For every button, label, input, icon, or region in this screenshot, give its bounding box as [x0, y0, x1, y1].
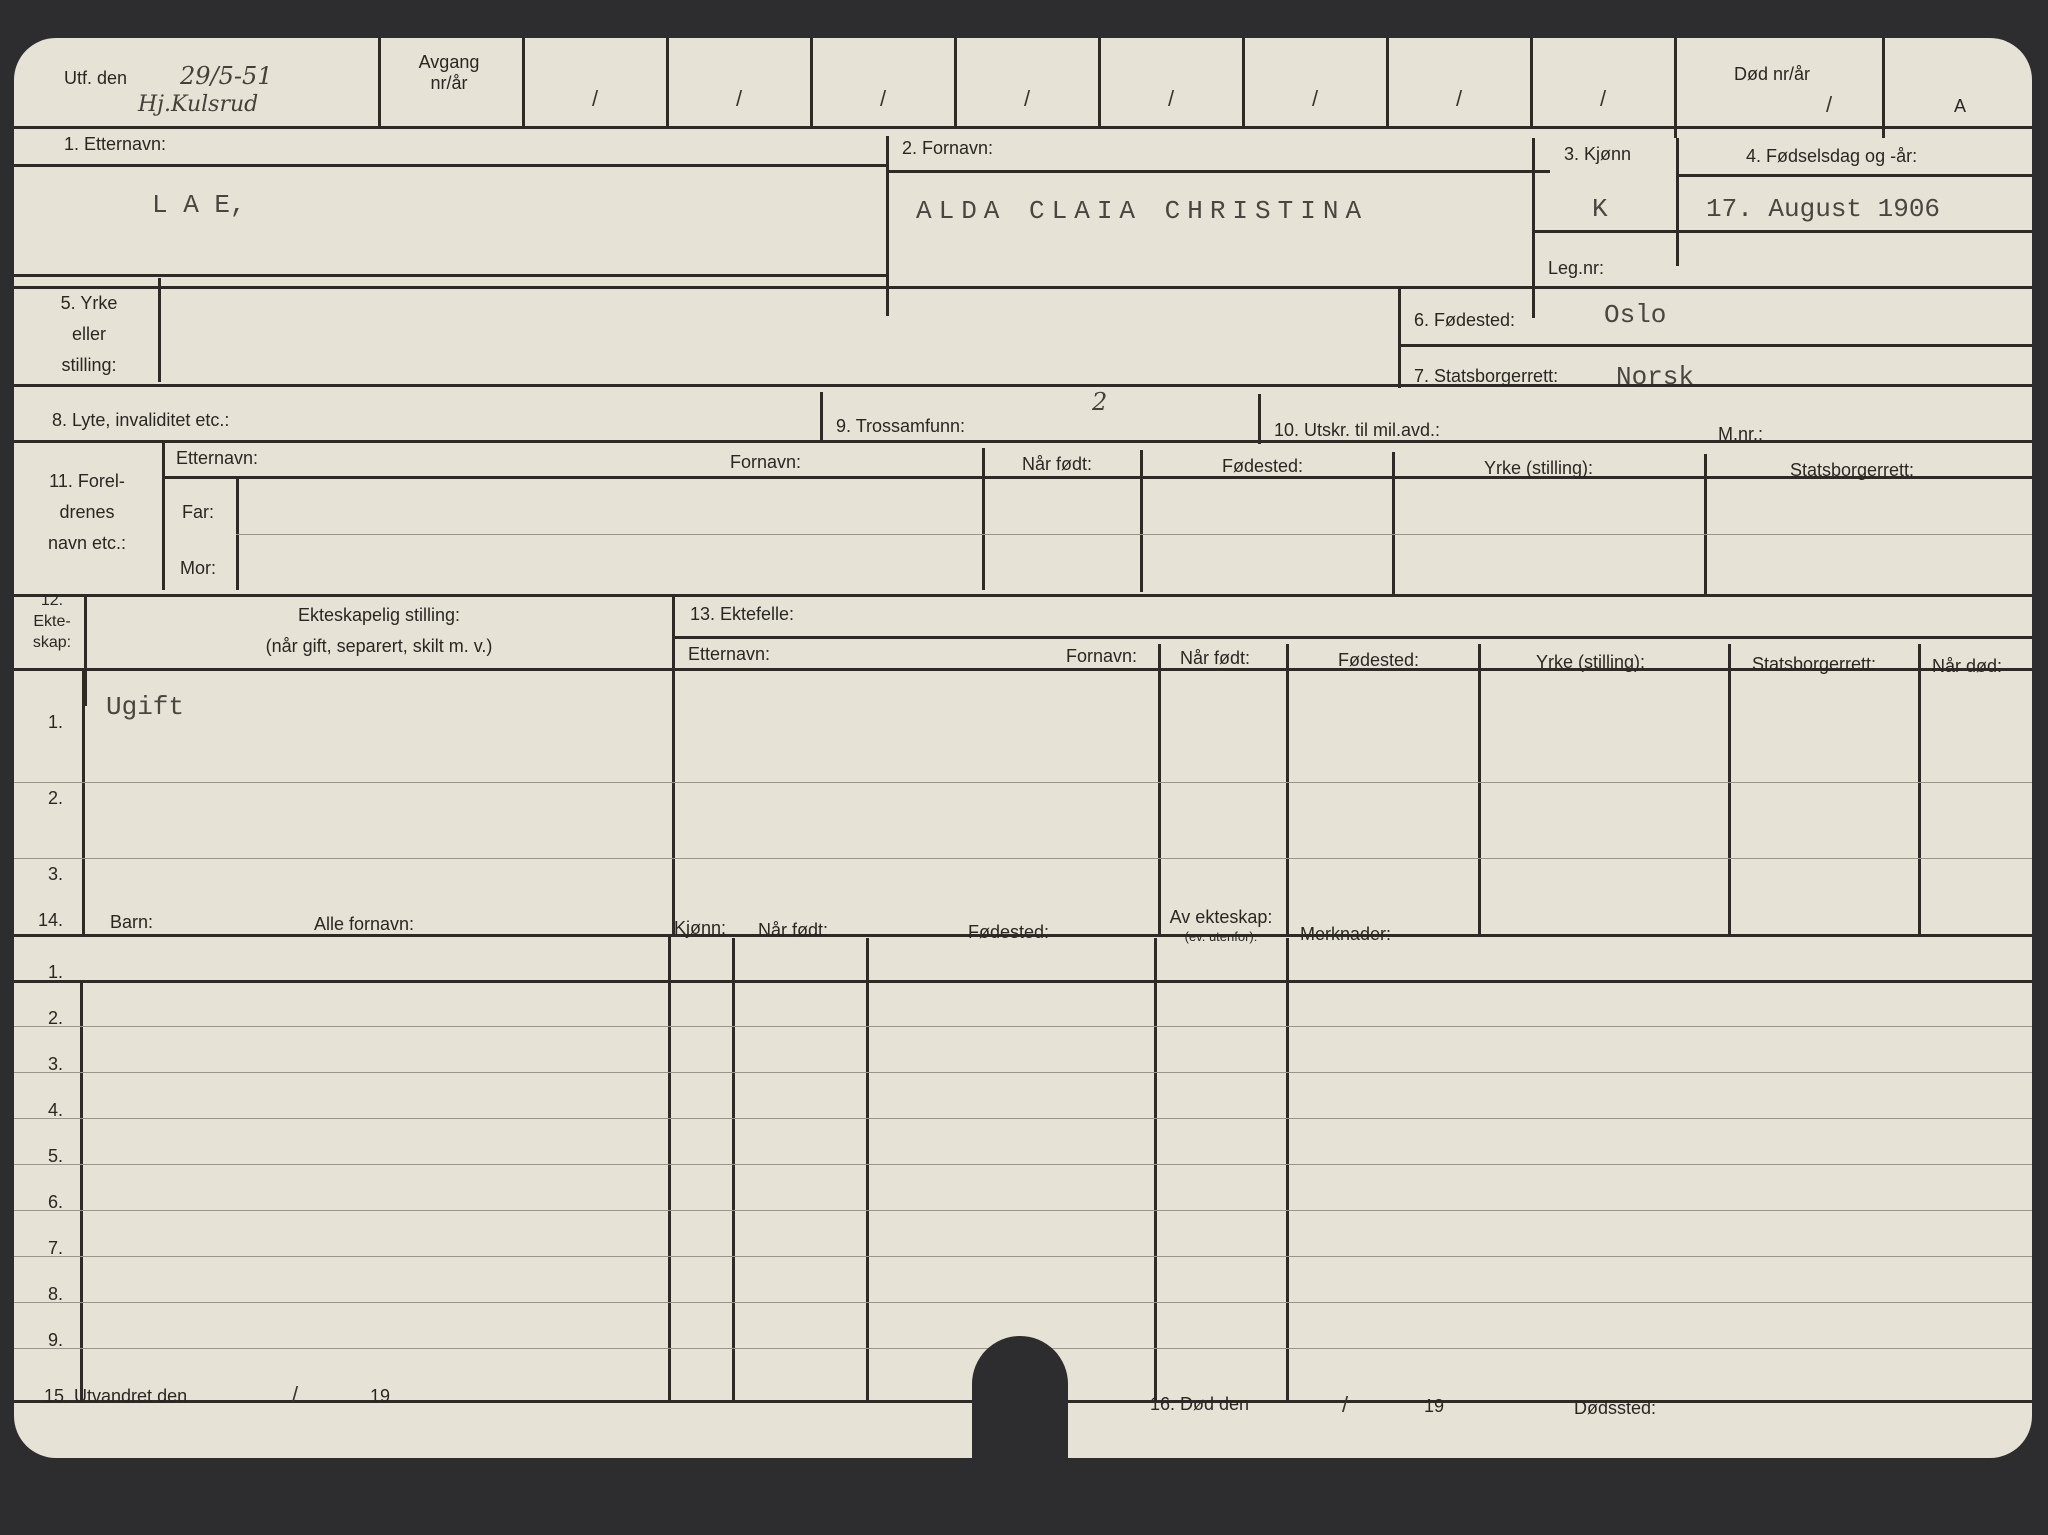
parents-col-statsborgerrett: Statsborgerrett: — [1790, 460, 1915, 480]
marriage-label-line1: 12. — [40, 592, 64, 609]
parents-label-line3: navn etc.: — [47, 533, 127, 553]
children-av-ekteskap-line2: (ev. utenfor): — [1184, 929, 1258, 944]
parents-label-line1: 11. Forel- — [49, 471, 125, 491]
marriage-row-3: 3. — [48, 864, 64, 884]
kjonn-value: K — [1592, 194, 1608, 224]
ektefelle-label: 13. Ektefelle: — [690, 604, 795, 624]
marriage-col-yrke: Yrke (stilling): — [1536, 652, 1646, 672]
avgang-slash-7: / — [1456, 86, 1463, 111]
children-col-merknader: Merknader: — [1300, 924, 1392, 944]
parents-label-line2: drenes — [59, 502, 115, 522]
statsborgerrett-label: 7. Statsborgerrett: — [1414, 366, 1559, 386]
dod-nr-label: Død nr/år — [1734, 64, 1811, 84]
utf-value: 29/5-51 — [180, 62, 273, 90]
children-row-9: 9. — [48, 1330, 64, 1350]
mnr-label: M.nr.: — [1718, 424, 1764, 444]
registration-card — [14, 38, 2032, 1458]
children-row-4: 4. — [48, 1100, 64, 1120]
card-notch — [972, 1336, 1068, 1486]
children-col-alle-fornavn: Alle fornavn: — [314, 914, 415, 934]
marriage-stilling-label — [94, 600, 664, 662]
children-col-fodested: Fødested: — [968, 922, 1050, 942]
dodssted-label: Dødssted: — [1574, 1398, 1657, 1418]
fodested-value: Oslo — [1604, 300, 1667, 330]
avgang-slash-5: / — [1168, 86, 1175, 111]
trossamfunn-label: 9. Trossamfunn: — [836, 416, 966, 436]
fodselsdag-label: 4. Fødselsdag og -år: — [1746, 146, 1918, 166]
utskr-label: 10. Utskr. til mil.avd.: — [1274, 420, 1441, 440]
marriage-row-2: 2. — [48, 788, 64, 808]
legnr-label: Leg.nr: — [1548, 258, 1605, 278]
avgang-label-line1: Avgang — [418, 52, 480, 72]
marriage-label-line2: Ekte- — [33, 613, 71, 630]
utvandret-slash: / — [292, 1382, 299, 1407]
yrke-label-line1: 5. Yrke — [60, 293, 118, 313]
dod-den-slash: / — [1342, 1392, 1349, 1417]
marriage-section-label — [24, 590, 80, 653]
parents-col-fodested: Fødested: — [1222, 456, 1304, 476]
marriage-col-nar-dod: Når død: — [1932, 656, 2003, 676]
children-col-kjonn: Kjønn: — [674, 918, 727, 938]
mor-label: Mor: — [180, 558, 216, 578]
avgang-slash-8: / — [1600, 86, 1607, 111]
avgang-label-line2: nr/år — [430, 73, 468, 93]
etternavn-label: 1. Etternavn: — [64, 134, 167, 154]
children-col-nar-fodt: Når født: — [758, 920, 829, 940]
marriage-stilling-line1: Ekteskapelig stilling: — [297, 605, 461, 625]
corner-letter: A — [1954, 96, 1967, 116]
kjonn-label: 3. Kjønn — [1564, 144, 1632, 164]
children-av-ekteskap-line1: Av ekteskap: — [1169, 907, 1273, 927]
statsborgerrett-value: Norsk — [1616, 362, 1695, 392]
children-row-3: 3. — [48, 1054, 64, 1074]
fodested-label: 6. Fødested: — [1414, 310, 1516, 330]
lyte-label: 8. Lyte, invaliditet etc.: — [52, 410, 230, 430]
parents-col-yrke: Yrke (stilling): — [1484, 458, 1594, 478]
children-row-6: 6. — [48, 1192, 64, 1212]
parents-col-etternavn: Etternavn: — [176, 448, 259, 468]
avgang-label — [394, 52, 504, 94]
marriage-label-line3: skap: — [32, 634, 72, 651]
utf-signature: Hj.Kulsrud — [138, 92, 259, 117]
children-row-1: 1. — [48, 962, 64, 982]
utvandret-label: 15. Utvandret den — [44, 1386, 188, 1406]
avgang-slash-1: / — [592, 86, 599, 111]
marriage-status-value: Ugift — [106, 692, 185, 722]
yrke-label-line3: stilling: — [61, 355, 117, 375]
parents-section-label — [32, 466, 142, 559]
avgang-slash-2: / — [736, 86, 743, 111]
parents-col-fornavn: Fornavn: — [730, 452, 802, 472]
children-row-5: 5. — [48, 1146, 64, 1166]
avgang-slash-4: / — [1024, 86, 1031, 111]
fornavn-label: 2. Fornavn: — [902, 138, 994, 158]
utvandret-year: 19 — [370, 1386, 391, 1406]
etternavn-value: L A E, — [152, 190, 246, 220]
marriage-col-nar-fodt: Når født: — [1180, 648, 1251, 668]
marriage-col-fodested: Fødested: — [1338, 650, 1420, 670]
yrke-label — [34, 288, 144, 381]
marriage-col-etternavn: Etternavn: — [688, 644, 771, 664]
avgang-slash-3: / — [880, 86, 887, 111]
far-label: Far: — [182, 502, 215, 522]
dod-den-label: 16. Død den — [1150, 1394, 1250, 1414]
dod-den-year: 19 — [1424, 1396, 1445, 1416]
marriage-col-fornavn: Fornavn: — [1066, 646, 1138, 666]
children-barn-label: Barn: — [110, 912, 154, 932]
utf-label: Utf. den — [64, 68, 128, 88]
yrke-label-line2: eller — [71, 324, 106, 344]
children-row-7: 7. — [48, 1238, 64, 1258]
marriage-stilling-line2: (når gift, separert, skilt m. v.) — [265, 636, 493, 656]
avgang-slash-6: / — [1312, 86, 1319, 111]
dod-slash: / — [1826, 92, 1833, 117]
children-section-label: 14. — [38, 910, 64, 930]
marriage-col-statsborgerrett: Statsborgerrett: — [1752, 654, 1877, 674]
children-row-8: 8. — [48, 1284, 64, 1304]
trossamfunn-mark: 2 — [1092, 388, 1108, 416]
children-row-2: 2. — [48, 1008, 64, 1028]
parents-col-nar-fodt: Når født: — [1022, 454, 1093, 474]
marriage-row-1: 1. — [48, 712, 64, 732]
children-col-av-ekteskap — [1158, 908, 1284, 946]
fodselsdag-value: 17. August 1906 — [1706, 194, 1941, 224]
fornavn-value: ALDA CLAIA CHRISTINA — [916, 196, 1369, 226]
